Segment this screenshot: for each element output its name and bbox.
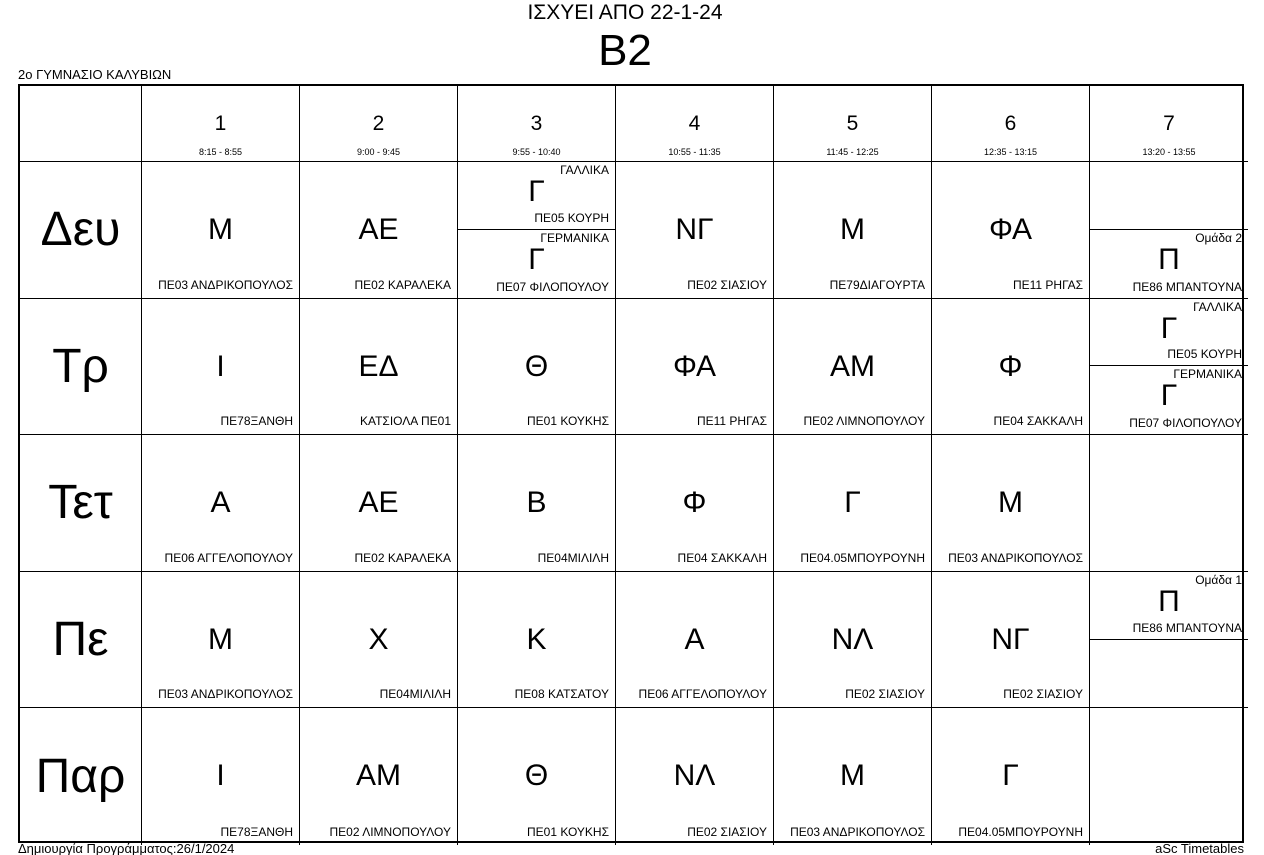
lesson-subject: Χ [368,622,389,656]
lesson-subject: ΕΔ [358,349,399,383]
lesson-teacher: ΠΕ02 ΛΙΜΝΟΠΟΥΛΟΥ [803,414,925,429]
lesson-half [1090,299,1248,367]
period-number: 4 [688,112,701,135]
lesson-cell [1090,162,1248,299]
lesson-teacher: ΠΕ03 ΑΝΔΡΙΚΟΠΟΥΛΟΣ [158,277,293,292]
lesson-cell [300,572,458,709]
day-label: Δευ [20,162,142,299]
period-number: 3 [530,112,543,135]
lesson-teacher: ΠΕ04.05ΜΠΟΥΡΟΥΝΗ [958,824,1083,839]
period-time: 8:15 - 8:55 [198,147,243,157]
lesson-cell [142,435,300,572]
lesson-teacher: ΠΕ02 ΚΑΡΑΛΕΚΑ [354,277,451,292]
lesson-subject: Γ [528,242,545,276]
lesson-cell [616,708,774,845]
lesson-subject: ΦΑ [988,213,1033,246]
lesson-subject: Γ [1160,311,1178,345]
lesson-cell [142,572,300,709]
lesson-teacher: ΠΕ04.05ΜΠΟΥΡΟΥΝΗ [800,550,925,565]
lesson-subject: ΑΕ [358,486,399,520]
lesson-teacher: ΠΕ78ΞΑΝΘΗ [220,824,293,839]
period-time: 13:20 - 13:55 [1142,147,1196,157]
lesson-subject: ΝΓ [675,213,714,246]
lesson-subject: Γ [1002,759,1019,793]
lesson-teacher: ΠΕ07 ΦΙΛΟΠΟΥΛΟΥ [1129,416,1242,431]
lesson-cell [616,572,774,709]
class-name-title: Β2 [598,26,652,75]
lesson-cell [932,708,1090,845]
lesson-cell [616,435,774,572]
lesson-subject: Κ [526,622,547,656]
lesson-cell [932,299,1090,436]
period-number: 2 [372,112,385,135]
lesson-teacher: ΠΕ04 ΣΑΚΚΑΛΗ [677,550,767,565]
lesson-cell [616,299,774,436]
lesson-cell [616,162,774,299]
lesson-teacher: ΠΕ02 ΣΙΑΣΙΟΥ [1003,687,1083,702]
lesson-group: ΓΑΛΛΙΚΑ [560,163,609,177]
lesson-cell [458,299,616,436]
corner-cell [20,86,142,162]
lesson-teacher: ΠΕ02 ΣΙΑΣΙΟΥ [845,687,925,702]
lesson-teacher: ΠΕ08 ΚΑΤΣΑΤΟΥ [514,687,609,702]
lesson-cell [1090,708,1248,845]
valid-from-title: ΙΣΧΥΕΙ ΑΠΟ 22-1-24 [527,1,723,24]
lesson-subject: ΝΛ [673,759,716,793]
lesson-subject: ΑΜ [356,759,401,793]
lesson-teacher: ΠΕ11 ΡΗΓΑΣ [696,414,767,429]
day-label: Τετ [20,435,142,572]
lesson-cell [300,435,458,572]
lesson-cell [932,572,1090,709]
lesson-teacher: ΠΕ01 ΚΟΥΚΗΣ [526,414,609,429]
period-time: 9:00 - 9:45 [356,147,401,157]
lesson-group: ΓΕΡΜΑΝΙΚΑ [540,230,609,245]
lesson-half [1090,572,1248,640]
lesson-teacher: ΠΕ03 ΑΝΔΡΙΚΟΠΟΥΛΟΣ [158,687,293,702]
lesson-cell [774,162,932,299]
day-label: Παρ [20,708,142,845]
lesson-subject: Ι [216,759,225,793]
period-header [300,86,458,162]
lesson-teacher: ΠΕ06 ΑΓΓΕΛΟΠΟΥΛΟΥ [638,687,767,702]
lesson-cell [458,435,616,572]
lesson-half [1090,162,1248,230]
lesson-subject: Γ [844,486,861,520]
lesson-half [1090,230,1248,298]
generator-credit: aSc Timetables [1155,841,1244,855]
lesson-teacher: ΠΕ11 ΡΗΓΑΣ [1012,277,1083,292]
lesson-subject: Α [684,622,705,656]
lesson-half [458,230,615,298]
period-header [458,86,616,162]
lesson-cell [1090,435,1248,572]
lesson-cell [774,299,932,436]
period-time: 10:55 - 11:35 [668,147,721,157]
lesson-cell [932,435,1090,572]
lesson-half [1090,640,1248,708]
lesson-cell [142,299,300,436]
period-number: 7 [1163,112,1175,135]
lesson-subject: Ι [216,349,225,383]
lesson-teacher: ΠΕ03 ΑΝΔΡΙΚΟΠΟΥΛΟΣ [948,550,1083,565]
lesson-subject: ΝΛ [831,622,874,656]
lesson-teacher: ΠΕ06 ΑΓΓΕΛΟΠΟΥΛΟΥ [164,550,293,565]
lesson-half [458,162,615,230]
lesson-teacher: ΠΕ05 ΚΟΥΡΗ [534,210,609,225]
lesson-teacher: ΠΕ04ΜΙΛΙΛΗ [537,550,609,565]
lesson-subject: ΦΑ [672,349,717,383]
period-header [616,86,774,162]
lesson-cell [774,572,932,709]
lesson-teacher: ΠΕ02 ΣΙΑΣΙΟΥ [687,277,767,292]
lesson-teacher: ΠΕ03 ΑΝΔΡΙΚΟΠΟΥΛΟΣ [790,824,925,839]
lesson-subject: Γ [1160,379,1178,413]
lesson-subject: Φ [682,486,707,520]
lesson-teacher: ΠΕ86 ΜΠΑΝΤΟΥΝΑ [1132,620,1242,635]
lesson-subject: Π [1158,584,1180,618]
lesson-group: ΓΑΛΛΙΚΑ [1193,299,1242,314]
lesson-teacher: ΚΑΤΣΙΟΛΑ ΠΕ01 [359,414,451,429]
lesson-teacher: ΠΕ02 ΛΙΜΝΟΠΟΥΛΟΥ [329,824,451,839]
period-number: 6 [1004,112,1017,135]
lesson-cell [142,708,300,845]
lesson-cell [300,299,458,436]
lesson-cell [458,708,616,845]
period-header [932,86,1090,162]
day-label: Τρ [20,299,142,436]
lesson-teacher: ΠΕ05 ΚΟΥΡΗ [1167,347,1242,362]
lesson-subject: ΝΓ [991,622,1030,656]
lesson-half [1090,366,1248,434]
lesson-teacher: ΠΕ04ΜΙΛΙΛΗ [379,687,451,702]
lesson-teacher: ΠΕ79ΔΙΑΓΟΥΡΤΑ [829,277,925,292]
period-header [774,86,932,162]
created-date: Δημιουργία Προγράμματος:26/1/2024 [18,841,235,855]
timetable-grid [18,84,1244,843]
period-number: 5 [846,112,859,135]
school-name: 2ο ΓΥΜΝΑΣΙΟ ΚΑΛΥΒΙΩΝ [18,67,172,82]
lesson-subject: Β [526,486,547,520]
lesson-subject: Μ [208,622,233,656]
lesson-cell [300,708,458,845]
lesson-cell [458,572,616,709]
lesson-subject: Μ [998,486,1023,520]
lesson-cell [1090,572,1248,709]
lesson-subject: ΑΕ [358,213,399,246]
lesson-subject: Μ [840,213,865,246]
lesson-cell [774,435,932,572]
lesson-subject: Φ [998,349,1023,383]
lesson-teacher: ΠΕ02 ΣΙΑΣΙΟΥ [687,824,767,839]
lesson-subject: Θ [524,759,549,793]
lesson-group: Ομάδα 1 [1195,572,1242,587]
lesson-teacher: ΠΕ07 ΦΙΛΟΠΟΥΛΟΥ [496,279,609,294]
lesson-subject: Μ [208,213,233,246]
lesson-teacher: ΠΕ04 ΣΑΚΚΑΛΗ [993,414,1083,429]
lesson-cell [932,162,1090,299]
lesson-teacher: ΠΕ78ΞΑΝΘΗ [220,414,293,429]
lesson-cell [142,162,300,299]
period-number: 1 [214,112,227,135]
lesson-subject: ΑΜ [830,349,875,383]
period-time: 9:55 - 10:40 [512,147,561,157]
lesson-teacher: ΠΕ86 ΜΠΑΝΤΟΥΝΑ [1132,279,1242,294]
lesson-subject: Α [210,486,231,520]
period-header [1090,86,1248,162]
day-label: Πε [20,572,142,709]
lesson-cell [774,708,932,845]
lesson-cell [1090,299,1248,436]
period-time: 11:45 - 12:25 [826,147,879,157]
lesson-teacher: ΠΕ02 ΚΑΡΑΛΕΚΑ [354,550,451,565]
period-header [142,86,300,162]
period-time: 12:35 - 13:15 [983,147,1038,157]
lesson-subject: Μ [840,759,865,793]
lesson-group: ΓΕΡΜΑΝΙΚΑ [1173,367,1242,382]
lesson-cell [458,162,616,299]
lesson-subject: Π [1158,242,1180,276]
lesson-subject: Γ [528,175,545,208]
lesson-teacher: ΠΕ01 ΚΟΥΚΗΣ [526,824,609,839]
lesson-cell [300,162,458,299]
lesson-group: Ομάδα 2 [1195,230,1242,245]
lesson-subject: Θ [524,349,549,383]
